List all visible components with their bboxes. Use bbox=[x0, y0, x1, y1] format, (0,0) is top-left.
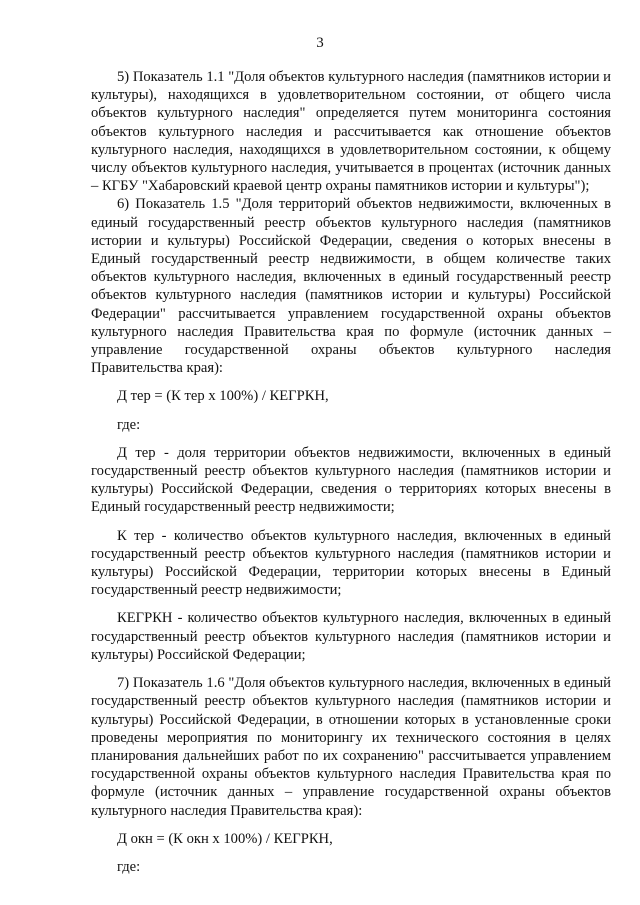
definition-d-ter: Д тер - доля территории объектов недвижимости, включенных в единый государственный реестр объектов культурного наследия (памятников истории и культуры) Российской Федерации, сведения о территориях которых внесены в Единый государственный реестр недвижимости; bbox=[91, 444, 611, 516]
page-number: 3 bbox=[316, 35, 324, 51]
paragraph-indicator-1-6: 7) Показатель 1.6 "Доля объектов культурного наследия, включенных в единый государственный реестр объектов культурного наследия (памятников истории и культуры) Российской Федерации, в отношении которых в установленные сроки проведены мероприятия по мониторингу их технического состояния в целях планирования дальнейших работ по их сохранению" рассчитывается управлением государственной охраны объектов культурного наследия Правительства края по формуле (источник данных – управление государственной охраны объектов культурного наследия Правительства края): bbox=[91, 675, 611, 819]
definition-kegrkn: КЕГРКН - количество объектов культурного наследия, включенных в единый государственный реестр объектов культурного наследия (памятников истории и культуры) Российской Федерации; bbox=[91, 610, 611, 663]
formula-d-ter: Д тер = (К тер х 100%) / КЕГРКН, bbox=[117, 388, 329, 405]
paragraph-indicator-1-1: 5) Показатель 1.1 "Доля объектов культурного наследия (памятников истории и культуры), находящихся в удовлетворительном состоянии, от общего числа объектов культурного наследия" определяется путем мониторинга состояния объектов культурного наследия и рассчитывается как отношение объектов культурного наследия, находящихся в удовлетворительном состоянии, к общему числу объектов культурного наследия, учитывается в процентах (источник данных – КГБУ "Хабаровский краевой центр охраны памятников истории и культуры"); bbox=[91, 69, 611, 195]
document-body bbox=[91, 68, 611, 876]
definition-k-ter: К тер - количество объектов культурного наследия, включенных в единый государственный реестр объектов культурного наследия (памятников истории и культуры) Российской Федерации, территории которых внесены в Единый государственный реестр недвижимости; bbox=[91, 527, 611, 599]
where-label-2: где: bbox=[117, 858, 141, 875]
formula-d-okn: Д окн = (К окн х 100%) / КЕГРКН, bbox=[117, 830, 333, 847]
where-label-1: где: bbox=[117, 416, 141, 433]
paragraph-indicator-1-5: 6) Показатель 1.5 "Доля территорий объектов недвижимости, включенных в единый государственный реестр объектов культурного наследия (памятников истории и культуры) Российской Федерации, сведения о которых внесены в Единый государственный реестр недвижимости, в общем количестве таких объектов культурного наследия, включенных в единый государственный реестр объектов культурного наследия (памятников истории и культуры) Российской Федерации" рассчитывается управлением государственной охраны объектов культурного наследия Правительства края по формуле (источник данных – управление государственной охраны объектов культурного наследия Правительства края): bbox=[91, 196, 611, 377]
